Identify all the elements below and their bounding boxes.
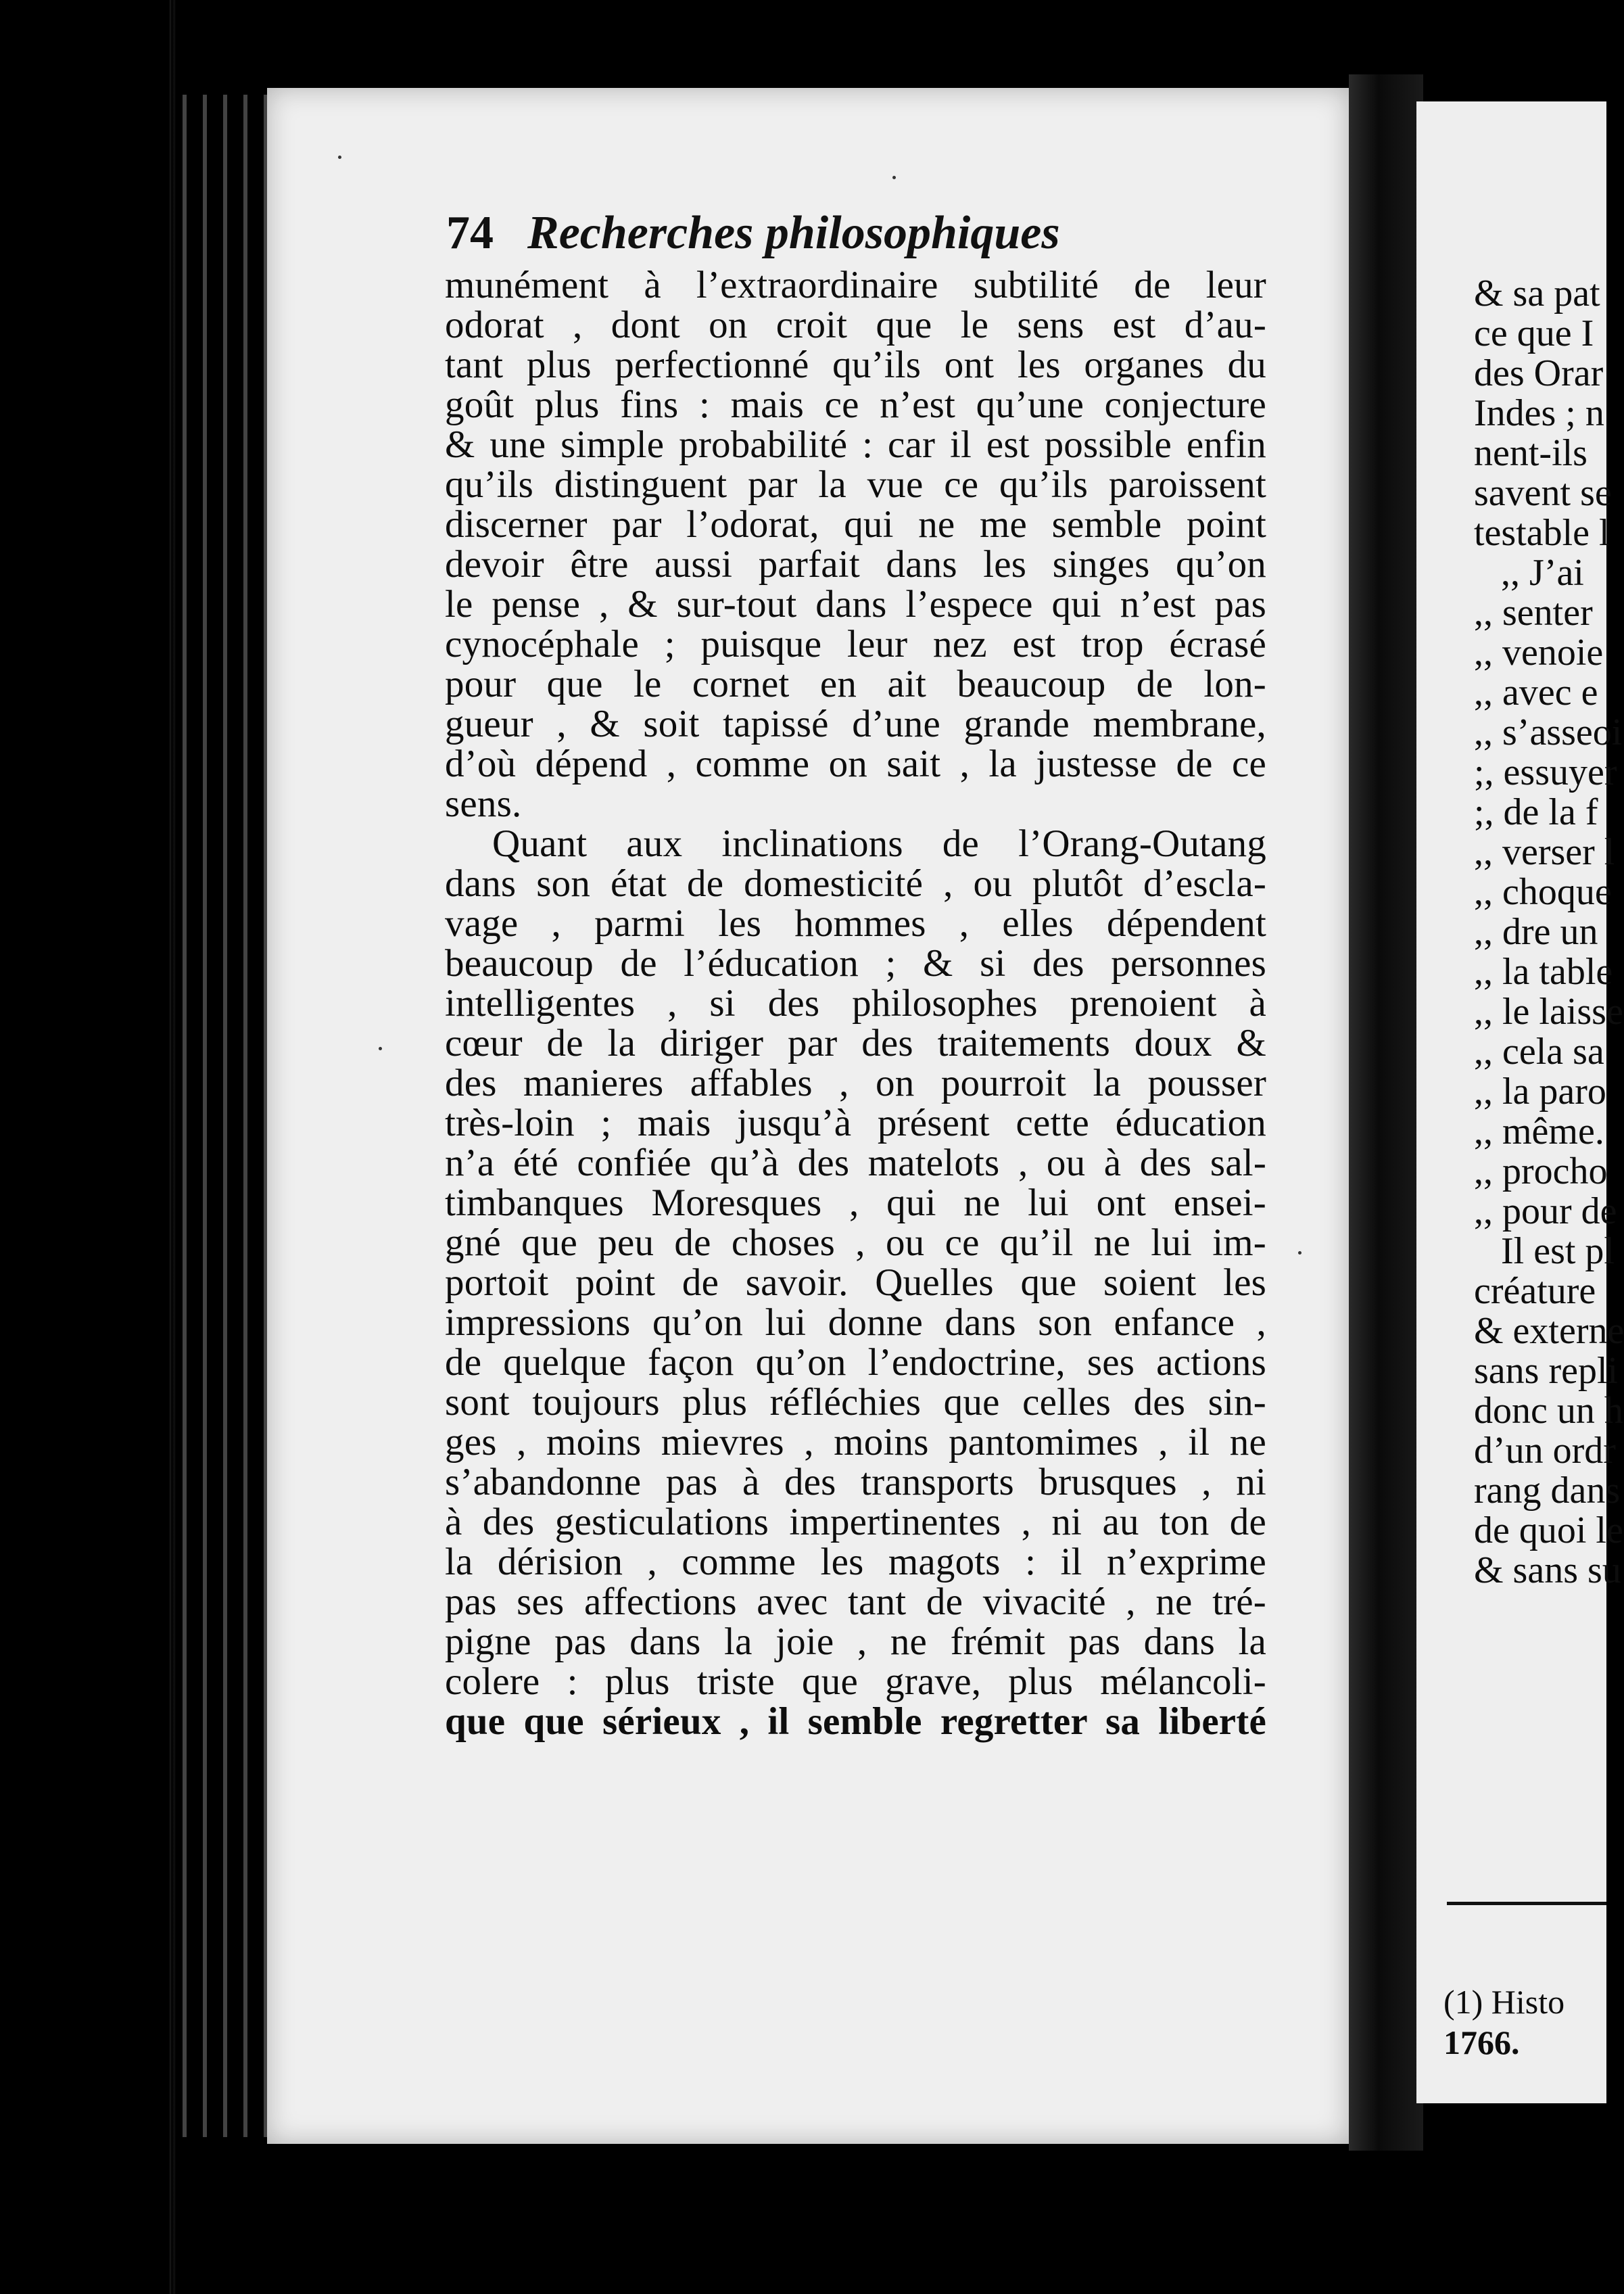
page-number: 74 <box>446 207 494 259</box>
text-line: colere : plus triste que grave, plus mélancoli- <box>445 1660 1266 1703</box>
text-line: sont toujours plus réfléchies que celles des sin- <box>445 1381 1266 1424</box>
text-line: des manieres affables , on pourroit la pousser <box>445 1062 1266 1104</box>
text-line: cynocéphale ; puisque leur nez est trop écrasé <box>445 623 1266 665</box>
text-line: ,, pour de <box>1474 1190 1617 1232</box>
text-line: ,, procho <box>1474 1150 1608 1192</box>
text-line: ,, choque <box>1474 871 1612 913</box>
text-line: gueur , & soit tapissé d’une grande membrane, <box>445 703 1266 745</box>
text-line: pas ses affections avec tant de vivacité , ne tré- <box>445 1581 1266 1623</box>
text-line: & sans su <box>1474 1549 1621 1591</box>
footnote-line: (1) Histo <box>1443 1983 1565 2021</box>
text-line: ;, de la f <box>1474 791 1598 833</box>
text-line: ,, J’ai <box>1501 552 1584 594</box>
text-line: beaucoup de l’éducation ; & si des personnes <box>445 942 1266 985</box>
footnote-line: 1766. <box>1443 2023 1520 2061</box>
text-line: pour que le cornet en ait beaucoup de lon- <box>445 663 1266 705</box>
paragraph-start-line: Quant aux inclinations de l’Orang-Outang <box>492 822 1266 865</box>
text-line: & externe <box>1474 1310 1624 1352</box>
book-spine <box>1349 74 1423 2151</box>
text-line: & sa pat <box>1474 273 1600 314</box>
text-line: ,, verser l <box>1474 831 1615 873</box>
text-line: savent se <box>1474 472 1612 514</box>
text-line: s’abandonne pas à des transports brusques , ni <box>445 1461 1266 1503</box>
text-line: munément à l’extraordinaire subtilité de leur <box>445 264 1266 306</box>
text-line: créature <box>1474 1270 1596 1312</box>
text-line: vage , parmi les hommes , elles dépendent <box>445 902 1266 945</box>
book-edge-lines <box>176 95 277 2137</box>
text-line: ce que I <box>1474 312 1594 354</box>
paper-speck <box>379 1047 382 1050</box>
text-line: n’a été confiée qu’à des matelots , ou à des sal- <box>445 1142 1266 1184</box>
text-line: ,, dre un <box>1474 911 1598 953</box>
text-line: ,, cela sa <box>1474 1031 1604 1073</box>
text-line: cœur de la diriger par des traitements doux & <box>445 1022 1266 1064</box>
text-line: goût plus fins : mais ce n’est qu’une conjecture <box>445 383 1266 426</box>
text-line: & une simple probabilité : car il est possible enfin <box>445 423 1266 466</box>
text-line: ;, essuyer <box>1474 751 1617 793</box>
text-line: dans son état de domesticité , ou plutôt d’escla- <box>445 862 1266 905</box>
text-line: le pense , & sur-tout dans l’espece qui n’est pas <box>445 583 1266 626</box>
text-line: Il est pl <box>1501 1230 1615 1272</box>
left-page-text <box>445 265 1266 1741</box>
text-line: qu’ils distinguent par la vue ce qu’ils paroissent <box>445 463 1266 506</box>
text-line: ,, senter <box>1474 592 1593 634</box>
text-line: odorat , dont on croit que le sens est d’au- <box>445 304 1266 346</box>
text-line: la dérision , comme les magots : il n’exprime <box>445 1541 1266 1583</box>
text-line: impressions qu’on lui donne dans son enfance , <box>445 1301 1266 1344</box>
text-line: ges , moins mievres , moins pantomimes , il ne <box>445 1421 1266 1464</box>
running-title: Recherches philosophiques <box>527 207 1060 259</box>
text-line: donc un h <box>1474 1390 1623 1432</box>
text-line: timbanques Moresques , qui ne lui ont ensei- <box>445 1181 1266 1224</box>
text-line: nent-ils <box>1474 432 1587 474</box>
text-line: à des gesticulations impertinentes , ni au ton de <box>445 1501 1266 1543</box>
text-line: sans repli <box>1474 1350 1619 1392</box>
text-line: Indes ; n <box>1474 392 1604 434</box>
page-header <box>446 206 1325 267</box>
text-line: portoit point de savoir. Quelles que soient les <box>445 1261 1266 1304</box>
text-line: des Orar <box>1474 352 1604 394</box>
paper-speck <box>892 176 896 179</box>
text-line: tant plus perfectionné qu’ils ont les organes du <box>445 344 1266 386</box>
text-line: d’où dépend , comme on sait , la justesse de ce <box>445 743 1266 785</box>
text-line: ,, s’asseoi <box>1474 711 1623 753</box>
paper-speck <box>1298 1251 1301 1255</box>
text-line: pigne pas dans la joie , ne frémit pas dans la <box>445 1620 1266 1663</box>
text-line: ,, la paro <box>1474 1071 1606 1113</box>
text-line: rang dans <box>1474 1470 1621 1512</box>
scan-left-margin <box>0 0 176 2294</box>
text-line: de quoi le <box>1474 1509 1623 1551</box>
footnote <box>1443 1982 1606 2063</box>
text-line: devoir être aussi parfait dans les singes qu’on <box>445 543 1266 586</box>
text-line: que que sérieux , il semble regretter sa liberté <box>445 1700 1266 1743</box>
text-line: ,, même. <box>1474 1110 1604 1152</box>
text-line: très-loin ; mais jusqu’à présent cette éducation <box>445 1102 1266 1144</box>
right-page-text <box>1474 273 1624 1591</box>
text-line: discerner par l’odorat, qui ne me semble point <box>445 503 1266 546</box>
text-line: ,, le laisse <box>1474 991 1623 1033</box>
text-line: de quelque façon qu’on l’endoctrine, ses actions <box>445 1341 1266 1384</box>
paper-speck <box>338 156 341 159</box>
text-line: d’un ordr <box>1474 1430 1616 1472</box>
text-line: ,, avec e <box>1474 672 1598 713</box>
text-line: intelligentes , si des philosophes prenoient à <box>445 982 1266 1025</box>
text-line: ,, la table <box>1474 951 1613 993</box>
text-line: gné que peu de choses , ou ce qu’il ne lui im- <box>445 1221 1266 1264</box>
footnote-rule <box>1447 1902 1606 1905</box>
text-line: sens. <box>445 782 522 825</box>
text-line: testable l <box>1474 512 1610 554</box>
text-line: ,, venoie <box>1474 632 1604 674</box>
